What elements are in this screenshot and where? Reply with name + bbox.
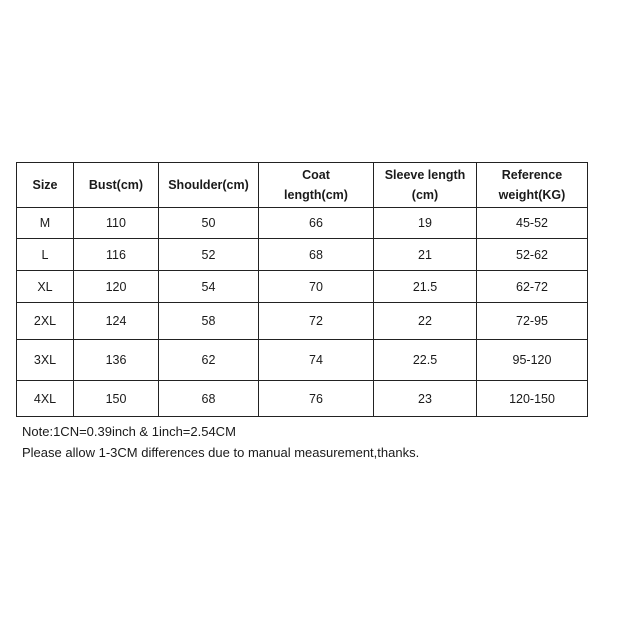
cell-reference-weight: 120-150 bbox=[477, 381, 588, 417]
cell-coat-length: 72 bbox=[259, 303, 374, 340]
cell-coat-length: 70 bbox=[259, 271, 374, 303]
table-header-row bbox=[17, 163, 588, 208]
measurement-disclaimer: Please allow 1-3CM differences due to manual measurement,thanks. bbox=[22, 445, 420, 460]
cell-shoulder: 54 bbox=[159, 271, 259, 303]
cell-bust: 116 bbox=[74, 239, 159, 271]
cell-sleeve-length: 21 bbox=[374, 239, 477, 271]
cell-reference-weight: 52-62 bbox=[477, 239, 588, 271]
table-row bbox=[17, 239, 588, 271]
cell-sleeve-length: 23 bbox=[374, 381, 477, 417]
cell-shoulder: 50 bbox=[159, 208, 259, 239]
table-row bbox=[17, 208, 588, 239]
cell-coat-length: 74 bbox=[259, 340, 374, 381]
cell-reference-weight: 72-95 bbox=[477, 303, 588, 340]
cell-coat-length: 76 bbox=[259, 381, 374, 417]
table-row bbox=[17, 303, 588, 340]
cell-coat-length: 66 bbox=[259, 208, 374, 239]
cell-shoulder: 52 bbox=[159, 239, 259, 271]
header-bust: Bust(cm) bbox=[74, 163, 159, 208]
cell-bust: 124 bbox=[74, 303, 159, 340]
table-row bbox=[17, 271, 588, 303]
header-coat-length: Coat length(cm) bbox=[259, 163, 374, 208]
cell-size: XL bbox=[17, 271, 74, 303]
notes-block bbox=[22, 421, 419, 463]
cell-shoulder: 68 bbox=[159, 381, 259, 417]
cell-size: M bbox=[17, 208, 74, 239]
cell-size: 3XL bbox=[17, 340, 74, 381]
cell-size: 4XL bbox=[17, 381, 74, 417]
cell-sleeve-length: 21.5 bbox=[374, 271, 477, 303]
cell-bust: 150 bbox=[74, 381, 159, 417]
cell-reference-weight: 45-52 bbox=[477, 208, 588, 239]
cell-reference-weight: 95-120 bbox=[477, 340, 588, 381]
cell-reference-weight: 62-72 bbox=[477, 271, 588, 303]
cell-sleeve-length: 22.5 bbox=[374, 340, 477, 381]
cell-bust: 110 bbox=[74, 208, 159, 239]
cell-sleeve-length: 19 bbox=[374, 208, 477, 239]
cell-shoulder: 58 bbox=[159, 303, 259, 340]
cell-shoulder: 62 bbox=[159, 340, 259, 381]
cell-size: 2XL bbox=[17, 303, 74, 340]
cell-bust: 120 bbox=[74, 271, 159, 303]
table-row bbox=[17, 340, 588, 381]
cell-bust: 136 bbox=[74, 340, 159, 381]
size-chart-table bbox=[16, 162, 588, 417]
header-reference-weight: Reference weight(KG) bbox=[477, 163, 588, 208]
unit-conversion-note: Note:1CN=0.39inch & 1inch=2.54CM bbox=[22, 424, 236, 439]
header-size: Size bbox=[17, 163, 74, 208]
cell-sleeve-length: 22 bbox=[374, 303, 477, 340]
cell-size: L bbox=[17, 239, 74, 271]
header-shoulder: Shoulder(cm) bbox=[159, 163, 259, 208]
cell-coat-length: 68 bbox=[259, 239, 374, 271]
header-sleeve-length: Sleeve length (cm) bbox=[374, 163, 477, 208]
table-row bbox=[17, 381, 588, 417]
